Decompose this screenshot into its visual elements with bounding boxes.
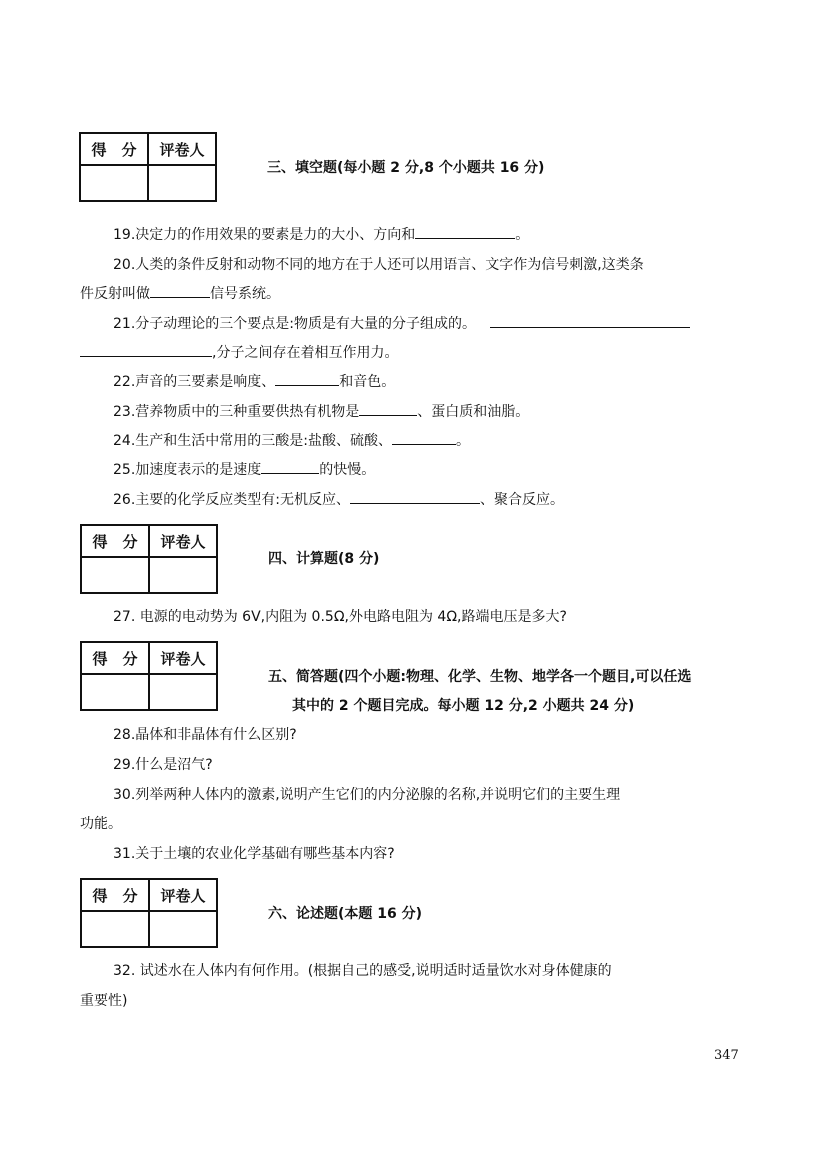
score-label: 得 分 bbox=[80, 133, 148, 165]
grader-cell[interactable] bbox=[149, 557, 217, 593]
question-19: 19.决定力的作用效果的要素是力的大小、方向和 。 bbox=[113, 224, 529, 244]
score-label: 得 分 bbox=[81, 642, 149, 674]
grader-cell[interactable] bbox=[149, 674, 217, 710]
score-label: 得 分 bbox=[81, 525, 149, 557]
answer-blank[interactable] bbox=[415, 224, 515, 239]
score-box-s4 bbox=[80, 524, 218, 594]
question-26: 26.主要的化学反应类型有:无机反应、 、聚合反应。 bbox=[113, 489, 564, 509]
section-title-short-answer-line1: 五、简答题(四个小题:物理、化学、生物、地学各一个题目,可以任选 bbox=[268, 669, 692, 685]
question-31: 31.关于土壤的农业化学基础有哪些基本内容? bbox=[113, 846, 395, 862]
score-label: 得 分 bbox=[81, 879, 149, 911]
section-title-calculation: 四、计算题(8 分) bbox=[268, 551, 380, 567]
question-24: 24.生产和生活中常用的三酸是:盐酸、硫酸、 。 bbox=[113, 430, 470, 450]
question-20-line1: 20.人类的条件反射和动物不同的地方在于人还可以用语言、文字作为信号刺激,这类条 bbox=[113, 257, 644, 273]
score-cell[interactable] bbox=[81, 674, 149, 710]
question-29: 29.什么是沼气? bbox=[113, 757, 213, 773]
score-box-s3 bbox=[79, 132, 217, 202]
question-30-line1: 30.列举两种人体内的激素,说明产生它们的内分泌腺的名称,并说明它们的主要生理 bbox=[113, 787, 621, 803]
question-22: 22.声音的三要素是响度、 和音色。 bbox=[113, 371, 395, 391]
grader-label: 评卷人 bbox=[149, 525, 217, 557]
question-30-line2: 功能。 bbox=[80, 816, 122, 832]
answer-blank[interactable] bbox=[359, 401, 417, 416]
grader-label: 评卷人 bbox=[148, 133, 216, 165]
score-box-s6 bbox=[80, 878, 218, 948]
question-28: 28.晶体和非晶体有什么区别? bbox=[113, 727, 297, 743]
section-title-fill-in: 三、填空题(每小题 2 分,8 个小题共 16 分) bbox=[267, 160, 545, 176]
question-32-line1: 32. 试述水在人体内有何作用。(根据自己的感受,说明适时适量饮水对身体健康的 bbox=[113, 963, 612, 979]
question-21-line1: 21.分子动理论的三个要点是:物质是有大量的分子组成的。 bbox=[113, 313, 690, 333]
section-title-essay: 六、论述题(本题 16 分) bbox=[268, 906, 423, 922]
score-cell[interactable] bbox=[81, 557, 149, 593]
score-cell[interactable] bbox=[80, 165, 148, 201]
answer-blank[interactable] bbox=[490, 313, 690, 328]
answer-blank[interactable] bbox=[261, 459, 319, 474]
answer-blank[interactable] bbox=[80, 342, 212, 357]
question-23: 23.营养物质中的三种重要供热有机物是 、蛋白质和油脂。 bbox=[113, 401, 529, 421]
grader-label: 评卷人 bbox=[149, 642, 217, 674]
question-21-line2: ,分子之间存在着相互作用力。 bbox=[80, 342, 398, 362]
question-20-line2: 件反射叫做 信号系统。 bbox=[80, 283, 280, 303]
answer-blank[interactable] bbox=[150, 283, 210, 298]
score-cell[interactable] bbox=[81, 911, 149, 947]
grader-cell[interactable] bbox=[149, 911, 217, 947]
question-27: 27. 电源的电动势为 6V,内阻为 0.5Ω,外电路电阻为 4Ω,路端电压是多大? bbox=[113, 609, 567, 625]
question-25: 25.加速度表示的是速度 的快慢。 bbox=[113, 459, 375, 479]
grader-cell[interactable] bbox=[148, 165, 216, 201]
grader-label: 评卷人 bbox=[149, 879, 217, 911]
section-title-short-answer-line2: 其中的 2 个题目完成。每小题 12 分,2 小题共 24 分) bbox=[292, 698, 635, 714]
answer-blank[interactable] bbox=[392, 430, 456, 445]
score-box-s5 bbox=[80, 641, 218, 711]
answer-blank[interactable] bbox=[275, 371, 339, 386]
page-number: 347 bbox=[714, 1048, 739, 1063]
answer-blank[interactable] bbox=[350, 489, 480, 504]
question-32-line2: 重要性) bbox=[80, 993, 128, 1009]
